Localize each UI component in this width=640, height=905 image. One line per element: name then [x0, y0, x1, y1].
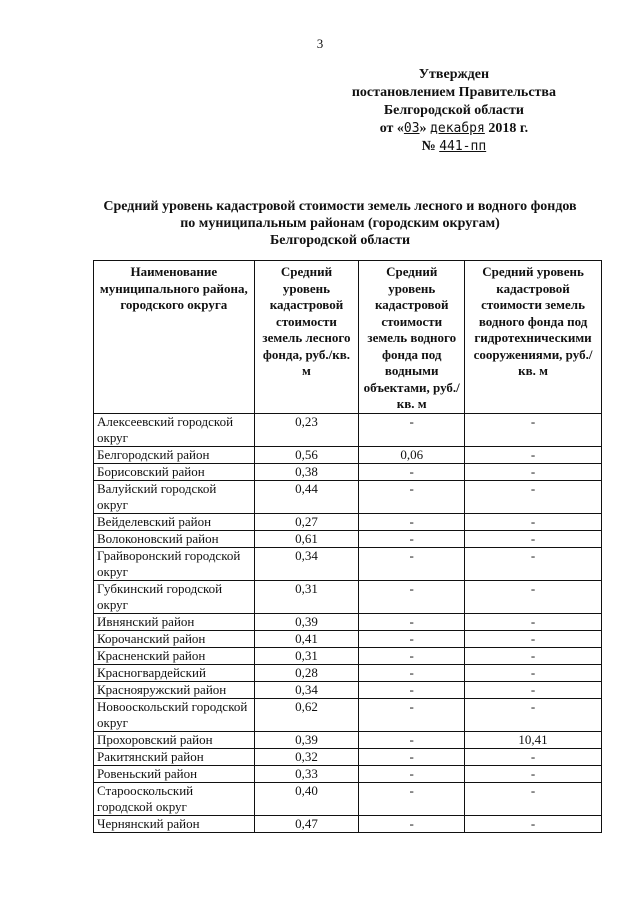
cell-hydro-value: - [465, 748, 602, 765]
cell-forest-value: 0,39 [254, 731, 359, 748]
approval-line-3: Белгородской области [383, 103, 524, 118]
cell-forest-value: 0,31 [254, 647, 359, 664]
cell-forest-value: 0,62 [254, 698, 359, 731]
table-row [94, 513, 602, 530]
date-mid: » [419, 121, 431, 136]
cell-district-name: Ровеньский район [94, 765, 255, 782]
cell-hydro-value: - [465, 698, 602, 731]
cell-district-name: Красненский район [94, 647, 255, 664]
header-forest-fund: Средний уровень кадастровой стоимости земель лесного фонда, руб./кв. м [254, 261, 359, 414]
cell-forest-value: 0,44 [254, 480, 359, 513]
cell-district-name: Ракитянский район [94, 748, 255, 765]
cell-water-objects-value: - [359, 748, 465, 765]
cell-hydro-value: - [465, 765, 602, 782]
approval-date [352, 120, 556, 138]
approval-line-1: Утвержден [418, 67, 490, 82]
cadastral-value-table [93, 260, 602, 833]
cell-forest-value: 0,38 [254, 463, 359, 480]
cell-hydro-value: - [465, 681, 602, 698]
table-row [94, 765, 602, 782]
cell-forest-value: 0,61 [254, 530, 359, 547]
table-row [94, 413, 602, 446]
cell-forest-value: 0,27 [254, 513, 359, 530]
table-row [94, 630, 602, 647]
header-hydro-structures: Средний уровень кадастровой стоимости земель водного фонда под гидротехническими сооружениями, руб./кв. м [465, 261, 602, 414]
table-row [94, 748, 602, 765]
cell-hydro-value: - [465, 446, 602, 463]
cell-forest-value: 0,23 [254, 413, 359, 446]
table-row [94, 547, 602, 580]
cell-district-name: Красногвардейский [94, 664, 255, 681]
cell-hydro-value: 10,41 [465, 731, 602, 748]
cell-district-name: Краснояружский район [94, 681, 255, 698]
page-number: 3 [316, 36, 324, 51]
cell-forest-value: 0,39 [254, 613, 359, 630]
cell-hydro-value: - [465, 547, 602, 580]
cell-hydro-value: - [465, 530, 602, 547]
cell-district-name: Губкинский городской округ [94, 580, 255, 613]
table-row [94, 613, 602, 630]
cell-forest-value: 0,40 [254, 782, 359, 815]
approval-line-2: постановлением Правительства [351, 85, 556, 100]
title-line-1: Средний уровень кадастровой стоимости земель лесного и водного фондов [103, 199, 577, 214]
cell-district-name: Белгородский район [94, 446, 255, 463]
cell-hydro-value: - [465, 630, 602, 647]
date-year: 2018 г. [484, 121, 529, 136]
approval-block [352, 66, 556, 156]
cell-hydro-value: - [465, 480, 602, 513]
cell-water-objects-value: - [359, 698, 465, 731]
cell-forest-value: 0,31 [254, 580, 359, 613]
cell-hydro-value: - [465, 413, 602, 446]
cell-water-objects-value: - [359, 547, 465, 580]
cell-hydro-value: - [465, 613, 602, 630]
cell-water-objects-value: - [359, 463, 465, 480]
cell-forest-value: 0,32 [254, 748, 359, 765]
header-district: Наименование муниципального района, городского округа [94, 261, 255, 414]
cell-district-name: Ивнянский район [94, 613, 255, 630]
cell-forest-value: 0,28 [254, 664, 359, 681]
number-value: 441-пп [439, 139, 487, 154]
cell-water-objects-value: - [359, 513, 465, 530]
table-row [94, 446, 602, 463]
cell-water-objects-value: - [359, 413, 465, 446]
table-body [94, 413, 602, 832]
cell-district-name: Чернянский район [94, 815, 255, 832]
cell-water-objects-value: - [359, 613, 465, 630]
cell-water-objects-value: - [359, 647, 465, 664]
cell-water-objects-value: - [359, 580, 465, 613]
cell-hydro-value: - [465, 815, 602, 832]
cell-water-objects-value: - [359, 765, 465, 782]
approval-number [352, 138, 556, 156]
cell-district-name: Прохоровский район [94, 731, 255, 748]
cell-water-objects-value: - [359, 480, 465, 513]
number-prefix: № [421, 139, 440, 154]
cell-district-name: Вейделевский район [94, 513, 255, 530]
date-day: 03 [403, 121, 420, 136]
cell-water-objects-value: - [359, 782, 465, 815]
cell-district-name: Алексеевский городской округ [94, 413, 255, 446]
cell-hydro-value: - [465, 463, 602, 480]
cell-forest-value: 0,47 [254, 815, 359, 832]
cell-forest-value: 0,34 [254, 681, 359, 698]
table-row [94, 580, 602, 613]
cell-district-name: Корочанский район [94, 630, 255, 647]
table-row [94, 463, 602, 480]
table-row [94, 815, 602, 832]
cell-forest-value: 0,41 [254, 630, 359, 647]
cell-district-name: Борисовский район [94, 463, 255, 480]
table-row [94, 647, 602, 664]
document-title [60, 198, 620, 249]
cell-hydro-value: - [465, 647, 602, 664]
table-row [94, 664, 602, 681]
title-line-3: Белгородской области [269, 233, 411, 248]
table-row [94, 698, 602, 731]
cell-hydro-value: - [465, 513, 602, 530]
table-row [94, 530, 602, 547]
cell-district-name: Старооскольский городской округ [94, 782, 255, 815]
date-month: декабря [430, 121, 485, 136]
cell-district-name: Грайворонский городской округ [94, 547, 255, 580]
cell-water-objects-value: - [359, 664, 465, 681]
cell-hydro-value: - [465, 664, 602, 681]
cell-district-name: Новооскольский городской округ [94, 698, 255, 731]
cell-water-objects-value: 0,06 [359, 446, 465, 463]
cell-water-objects-value: - [359, 630, 465, 647]
table-header-row [94, 261, 602, 414]
cell-hydro-value: - [465, 782, 602, 815]
cell-forest-value: 0,33 [254, 765, 359, 782]
title-line-2: по муниципальным районам (городским округам) [180, 216, 500, 231]
table-row [94, 782, 602, 815]
table-row [94, 681, 602, 698]
cell-water-objects-value: - [359, 530, 465, 547]
cell-water-objects-value: - [359, 815, 465, 832]
date-prefix: от « [379, 121, 404, 136]
cell-district-name: Валуйский городской округ [94, 480, 255, 513]
table-row [94, 731, 602, 748]
table-row [94, 480, 602, 513]
cell-hydro-value: - [465, 580, 602, 613]
cell-district-name: Волоконовский район [94, 530, 255, 547]
cell-water-objects-value: - [359, 681, 465, 698]
cell-forest-value: 0,34 [254, 547, 359, 580]
cell-water-objects-value: - [359, 731, 465, 748]
cell-forest-value: 0,56 [254, 446, 359, 463]
header-water-objects: Средний уровень кадастровой стоимости земель водного фонда под водными объектами, руб./кв. м [359, 261, 465, 414]
